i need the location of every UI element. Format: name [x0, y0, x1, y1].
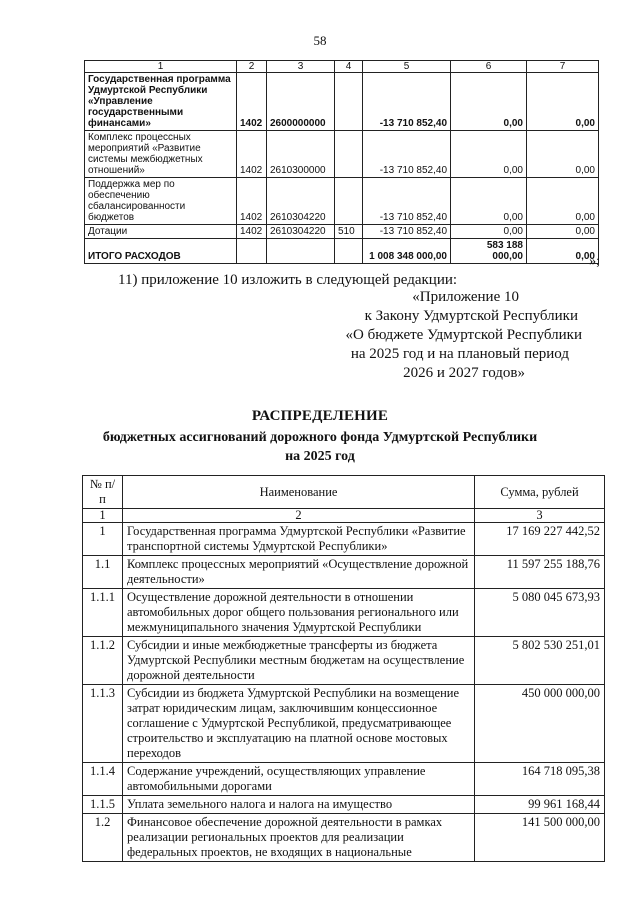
- table-row: [83, 556, 605, 589]
- row-code: 1.1: [83, 556, 123, 589]
- table-row: [83, 685, 605, 763]
- row-sum: 99 961 168,44: [475, 796, 605, 814]
- header-name: Наименование: [123, 476, 475, 509]
- road-fund-table: [82, 475, 605, 862]
- amount-2026: 0,00: [451, 225, 527, 239]
- row-code: 1.2: [83, 814, 123, 862]
- column-number: 1: [85, 61, 237, 73]
- amount-2026: 583 188 000,00: [451, 239, 527, 264]
- amount-2025: -13 710 852,40: [363, 131, 451, 178]
- row-code: 1.1.5: [83, 796, 123, 814]
- section-code: [237, 239, 267, 264]
- table-row: [85, 225, 599, 239]
- appendix-line: на 2025 год и на плановый период: [350, 346, 569, 362]
- column-number-row: [83, 509, 605, 523]
- amount-2027: 0,00: [527, 178, 599, 225]
- column-number: 1: [83, 509, 123, 523]
- row-name: Осуществление дорожной деятельности в отношении автомобильных дорог общего пользования регионального или межмуниципального значения Удмуртской Республики: [123, 589, 475, 637]
- table-row: [83, 763, 605, 796]
- row-name: Комплекс процессных мероприятий «Развитие системы межбюджетных отношений»: [85, 131, 237, 178]
- row-name: Уплата земельного налога и налога на имущество: [123, 796, 475, 814]
- table-row: [85, 73, 599, 131]
- appendix-header: [322, 288, 582, 383]
- amount-2025: -13 710 852,40: [363, 178, 451, 225]
- amount-2026: 0,00: [451, 73, 527, 131]
- upper-budget-table: [84, 60, 599, 264]
- header-number: № п/п: [83, 476, 123, 509]
- column-number: 4: [335, 61, 363, 73]
- row-name: Поддержка мер по обеспечению сбалансированности бюджетов: [85, 178, 237, 225]
- table-row: [83, 589, 605, 637]
- row-sum: 450 000 000,00: [475, 685, 605, 763]
- column-number: 2: [237, 61, 267, 73]
- row-name: Финансовое обеспечение дорожной деятельности в рамках реализации региональных проектов для реализации федеральных проектов, не входящих в национальные: [123, 814, 475, 862]
- table-row: [85, 131, 599, 178]
- total-row: [85, 239, 599, 264]
- table-row: [83, 814, 605, 862]
- row-name: Субсидии и иные межбюджетные трансферты из бюджета Удмуртской Республики местным бюджетам на осуществление дорожной деятельности: [123, 637, 475, 685]
- row-sum: 5 080 045 673,93: [475, 589, 605, 637]
- column-number: 3: [475, 509, 605, 523]
- amount-2025: -13 710 852,40: [363, 225, 451, 239]
- document-subtitle: бюджетных ассигнований дорожного фонда Удмуртской Республики: [102, 430, 538, 445]
- target-code: [267, 239, 335, 264]
- amount-2027: 0,00: [527, 225, 599, 239]
- document-title: РАСПРЕДЕЛЕНИЕ: [251, 408, 389, 424]
- table-header-row: [83, 476, 605, 509]
- row-name: Субсидии из бюджета Удмуртской Республики на возмещение затрат юридическим лицам, заключившим концессионное соглашение с Удмуртской Республикой, предусматривающее строительство и эксплуатацию на платной основе мостовых переходов: [123, 685, 475, 763]
- upper-table-column-numbers: [85, 61, 599, 73]
- table-row: [83, 637, 605, 685]
- expense-type: 510: [335, 225, 363, 239]
- appendix-line: «Приложение 10: [412, 289, 519, 305]
- expense-type: [335, 73, 363, 131]
- appendix-line: «О бюджете Удмуртской Республики: [345, 327, 582, 343]
- table-row: [85, 178, 599, 225]
- row-code: 1.1.4: [83, 763, 123, 796]
- expense-type: [335, 131, 363, 178]
- section-code: 1402: [237, 73, 267, 131]
- row-sum: 141 500 000,00: [475, 814, 605, 862]
- section-code: 1402: [237, 131, 267, 178]
- amount-2025: -13 710 852,40: [363, 73, 451, 131]
- row-code: 1: [83, 523, 123, 556]
- target-code: 2600000000: [267, 73, 335, 131]
- row-code: 1.1.3: [83, 685, 123, 763]
- target-code: 2610304220: [267, 178, 335, 225]
- target-code: 2610300000: [267, 131, 335, 178]
- row-name: Дотации: [85, 225, 237, 239]
- column-number: 5: [363, 61, 451, 73]
- section-code: 1402: [237, 225, 267, 239]
- column-number: 3: [267, 61, 335, 73]
- page-number: 58: [313, 33, 327, 48]
- closing-quote: »;: [589, 254, 600, 269]
- table-row: [83, 523, 605, 556]
- amount-2027: 0,00: [527, 73, 599, 131]
- row-name: Государственная программа Удмуртской Республики «Управление государственными финансами»: [85, 73, 237, 131]
- row-sum: 11 597 255 188,76: [475, 556, 605, 589]
- row-code: 1.1.1: [83, 589, 123, 637]
- amount-2026: 0,00: [451, 131, 527, 178]
- appendix-line: к Закону Удмуртской Республики: [364, 308, 578, 324]
- column-number: 2: [123, 509, 475, 523]
- target-code: 2610304220: [267, 225, 335, 239]
- amount-2027: 0,00: [527, 131, 599, 178]
- row-name: Комплекс процессных мероприятий «Осуществление дорожной деятельности»: [123, 556, 475, 589]
- row-sum: 164 718 095,38: [475, 763, 605, 796]
- row-sum: 5 802 530 251,01: [475, 637, 605, 685]
- amount-2026: 0,00: [451, 178, 527, 225]
- table-row: [83, 796, 605, 814]
- row-name: Содержание учреждений, осуществляющих управление автомобильными дорогами: [123, 763, 475, 796]
- column-number: 6: [451, 61, 527, 73]
- document-year: на 2025 год: [285, 449, 355, 464]
- amount-2027: 0,00: [527, 239, 599, 264]
- row-name: ИТОГО РАСХОДОВ: [85, 239, 237, 264]
- amendment-item: 11) приложение 10 изложить в следующей редакции:: [118, 272, 458, 288]
- amount-2025: 1 008 348 000,00: [363, 239, 451, 264]
- expense-type: [335, 239, 363, 264]
- column-number: 7: [527, 61, 599, 73]
- row-name: Государственная программа Удмуртской Республики «Развитие транспортной системы Удмуртской Республики»: [123, 523, 475, 556]
- row-sum: 17 169 227 442,52: [475, 523, 605, 556]
- header-sum: Сумма, рублей: [475, 476, 605, 509]
- section-code: 1402: [237, 178, 267, 225]
- appendix-line: 2026 и 2027 годов»: [403, 365, 525, 381]
- expense-type: [335, 178, 363, 225]
- row-code: 1.1.2: [83, 637, 123, 685]
